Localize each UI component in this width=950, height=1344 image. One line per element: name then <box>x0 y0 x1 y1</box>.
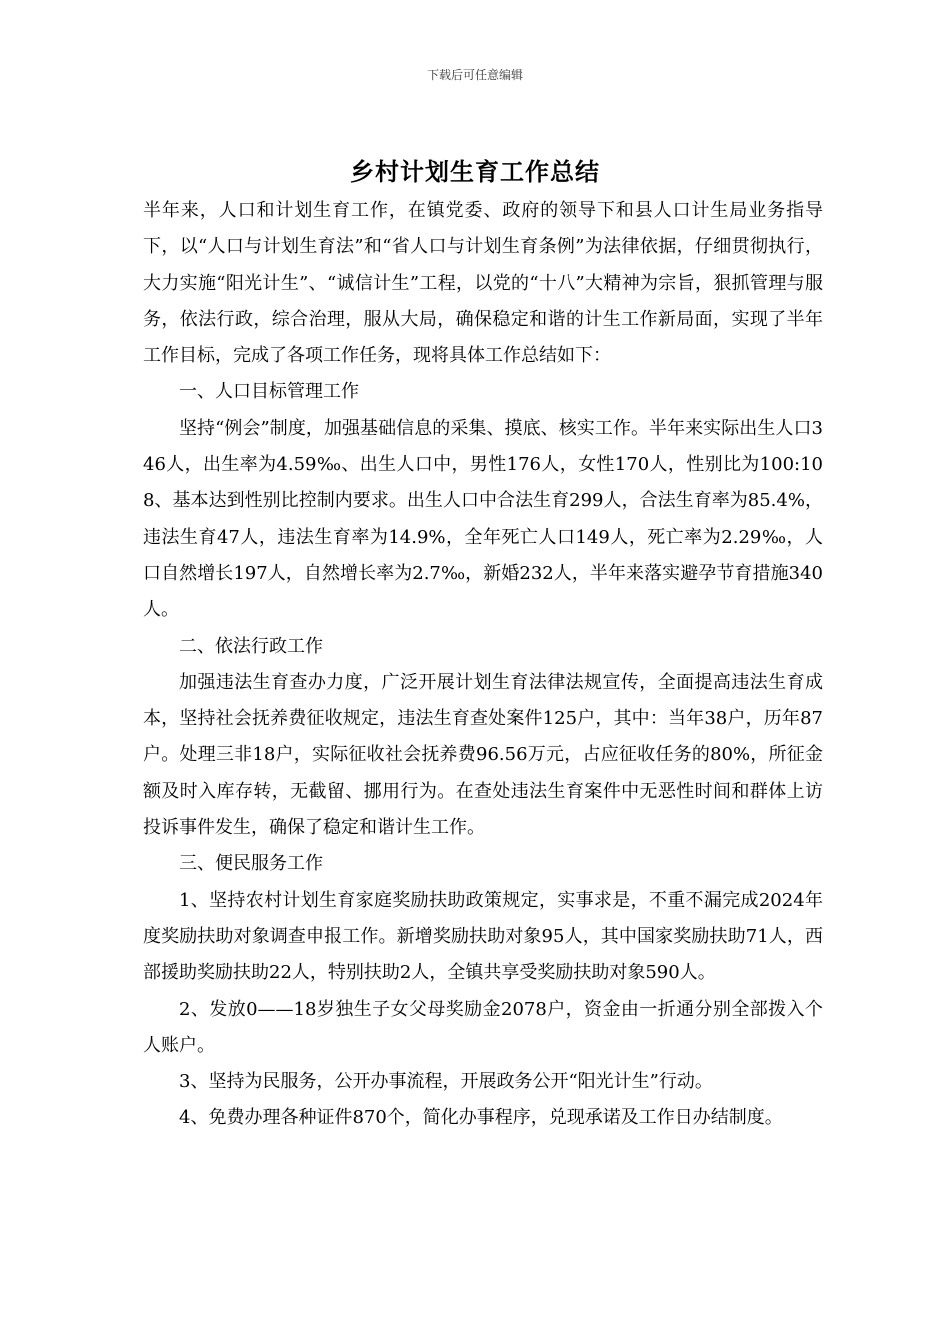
service-item-4: 4、免费办理各种证件870个，简化办事程序，兑现承诺及工作日办结制度。 <box>179 1107 783 1129</box>
legal-paragraph: 加强违法生育查办力度，广泛开展计划生育法律法规宣传，全面提高违法生育成本，坚持社会抚养费征收规定，违法生育查处案件125户，其中：当年38户，历年87户。处理三非18户，实际征收社会抚养费96.56万元，占应征收任务的80%，所征金额及时入库存转，无截留、挪用行为。在查处违法生育案件中无恶性时间和群体上访投诉事件发生，确保了稳定和谐计生工作。 <box>143 671 823 839</box>
header-note: 下载后可任意编辑 <box>426 68 523 82</box>
section-heading-population: 一、人口目标管理工作 <box>179 381 359 403</box>
document-body <box>143 193 823 1137</box>
population-paragraph: 坚持“例会”制度，加强基础信息的采集、摸底、核实工作。半年来实际出生人口346人，出生率为4.59‰、出生人口中，男性176人，女性170人，性别比为100:108、基本达到性别比控制内要求。出生人口中合法生育299人，合法生育率为85.4%，违法生育47人，违法生育率为14.9%，全年死亡人口149人，死亡率为2.29‰，人口自然增长197人，自然增长率为2.7‰，新婚232人，半年来落实避孕节育措施340人。 <box>143 417 823 621</box>
service-item-1: 1、坚持农村计划生育家庭奖励扶助政策规定，实事求是，不重不漏完成2024年度奖励扶助对象调查申报工作。新增奖励扶助对象95人，其中国家奖励扶助71人，西部援助奖励扶助22人，特别扶助2人，全镇共享受奖励扶助对象590人。 <box>143 889 823 984</box>
intro-paragraph: 半年来，人口和计划生育工作，在镇党委、政府的领导下和县人口计生局业务指导下，以“人口与计划生育法”和“省人口与计划生育条例”为法律依据，仔细贯彻执行，大力实施“阳光计生”、“诚信计生”工程，以党的“十八”大精神为宗旨，狠抓管理与服务，依法行政，综合治理，服从大局，确保稳定和谐的计生工作新局面，实现了半年工作目标，完成了各项工作任务，现将具体工作总结如下： <box>143 200 823 367</box>
document-title: 乡村计划生育工作总结 <box>350 158 600 186</box>
section-heading-service: 三、便民服务工作 <box>179 853 323 875</box>
section-heading-legal: 二、依法行政工作 <box>179 635 323 657</box>
service-item-3: 3、坚持为民服务，公开办事流程，开展政务公开“阳光计生”行动。 <box>179 1071 713 1093</box>
service-item-2: 2、发放0——18岁独生子女父母奖励金2078户，资金由一折通分别全部拨入个人账户。 <box>143 998 823 1056</box>
